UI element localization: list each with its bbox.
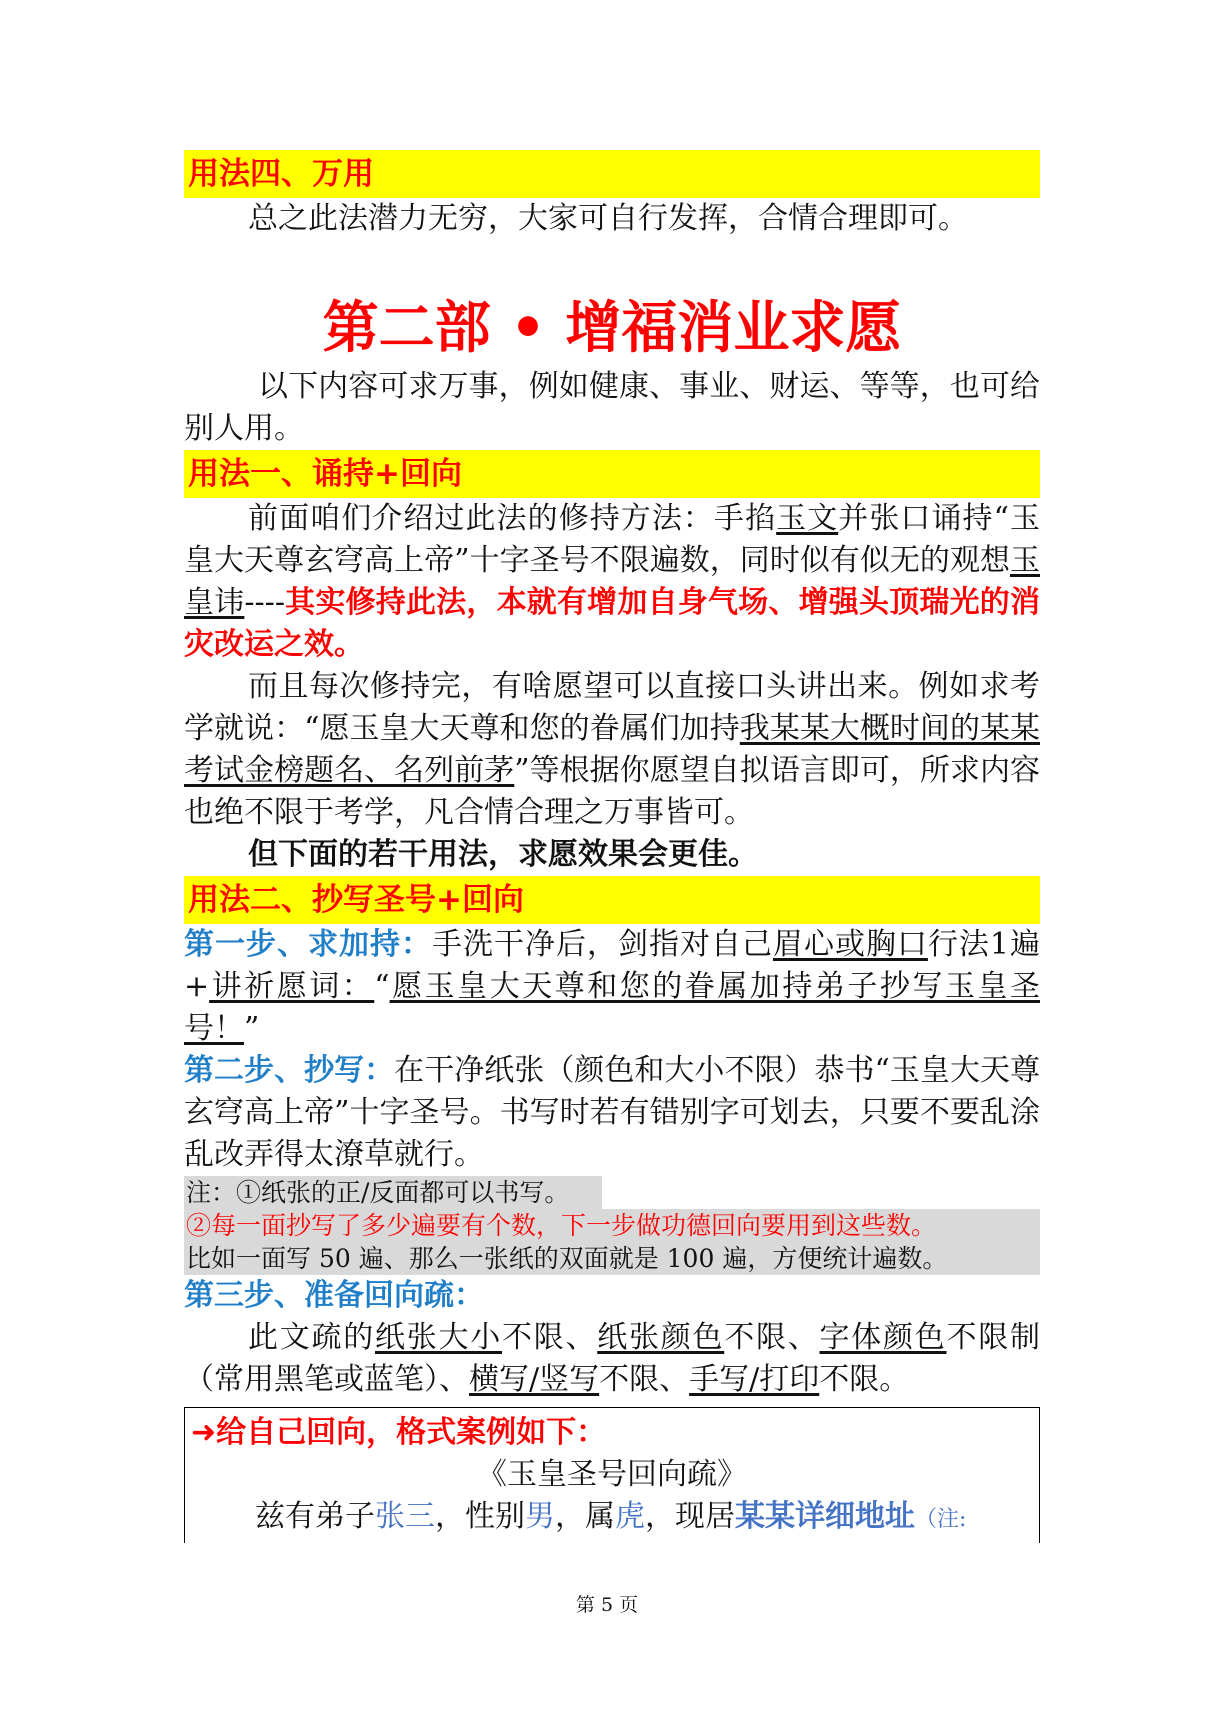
step1-label: 第一步、求加持： [184,927,432,962]
text-run: 兹有弟子 [255,1499,375,1534]
text-run: 手洗干净后，剑指对自己 [431,927,773,962]
text-run: ---- [244,585,285,620]
example-gender: 男 [525,1499,555,1534]
method4-body: 总之此法潜力无穷，大家可自行发挥，合情合理即可。 [248,201,968,236]
example-line [191,1496,1033,1541]
text-run: ，现居 [645,1499,735,1534]
step1-paragraph [184,924,1040,1050]
underlined-term: 讲祈愿词： [209,969,375,1004]
step3-paragraph [184,1317,1040,1401]
text-run: 不限。 [819,1362,910,1397]
underlined-term: 眉心或胸口 [772,927,928,962]
section-heading-method4: 用法四、万用 [184,150,1040,198]
example-address: 某某详细地址 [735,1499,915,1534]
part2-title: 第二部 • 增福消业求愿 [322,296,902,361]
underlined-term: 手写/打印 [689,1362,820,1397]
underlined-term: 纸张颜色 [597,1320,725,1355]
method1-paragraph-1 [184,498,1040,666]
note-line-1: 注：①纸张的正/反面都可以书写。 [184,1176,602,1209]
text-run: 前面咱们介绍过此法的修持方法：手掐 [248,501,777,536]
example-doc-title: 《玉皇圣号回向疏》 [477,1457,747,1492]
example-note: （注: [915,1507,967,1532]
method1-paragraph-2 [184,666,1040,834]
part2-intro: 以下内容可求万事，例如健康、事业、财运、等等，也可给别人用。 [184,369,1040,446]
underlined-term: 横写/竖写 [469,1362,600,1397]
method1-paragraph-3: 但下面的若干用法，求愿效果会更佳。 [248,837,758,872]
text-run: ”等根据你愿望自拟语言即可，所求内容也绝不限于考学，凡合情合理之万事皆可。 [184,753,1041,830]
note-line-3: 比如一面写 50 遍、那么一张纸的双面就是 100 遍，方便统计遍数。 [184,1242,1040,1275]
text-run: 行法1遍+ [184,927,1041,1004]
text-run: 此文疏的 [248,1320,375,1355]
example-heading: ➜给自己回向，格式案例如下： [191,1415,607,1450]
text-run: 不限、 [502,1320,598,1355]
example-name: 张三 [375,1499,435,1534]
step3-label-line [184,1275,1040,1317]
step3-label: 第三步、准备回向疏： [184,1278,484,1313]
text-run: 不限、 [599,1362,690,1397]
text-run: 并张口诵持“玉皇大天尊玄穹高上帝”十字圣号不限遍数，同时似有似无的观想 [184,501,1041,578]
red-emphasis: 其实修持此法，本就有增加自身气场、增强头顶瑞光的消灾改运之效。 [184,585,1041,662]
underlined-term: 纸张大小 [375,1320,502,1355]
example-zodiac: 虎 [615,1499,645,1534]
underlined-term: 字体颜色 [819,1320,947,1355]
step2-paragraph [184,1050,1040,1176]
text-run: 不限、 [724,1320,820,1355]
text-run: ，属 [555,1499,615,1534]
text-run: ，性别 [435,1499,525,1534]
underlined-term-yuhuanghui: 玉皇讳 [184,543,1040,620]
page-content [184,150,1040,1543]
text-run: 而且每次修持完，有啥愿望可以直接口头讲出来。例如求考学就说：“愿玉皇大天尊和您的眷属们加持 [184,669,1040,746]
section-heading-method1: 用法一、诵持+回向 [184,450,1040,498]
text-run: 在干净纸张（颜色和大小不限）恭书“玉皇大天尊玄穹高上帝”十字圣号。书写时若有错别字可划去，只要不要乱涂乱改弄得太潦草就行。 [184,1053,1041,1172]
underlined-prayer: 愿玉皇大天尊和您的眷属加持弟子抄写玉皇圣号！ [184,969,1041,1046]
section-heading-method2: 用法二、抄写圣号+回向 [184,876,1040,924]
text-run: ” [244,1011,260,1046]
step2-label: 第二步、抄写： [184,1053,395,1088]
underlined-term-yuwen: 玉文 [776,501,839,536]
example-box [184,1407,1040,1543]
text-run: 不限制（常用黑笔或蓝笔）、 [184,1320,1040,1397]
underlined-wish-example: 我某某大概时间的某某考试金榜题名、名列前茅 [184,711,1041,788]
note-line-2: ②每一面抄写了多少遍要有个数，下一步做功德回向要用到这些数。 [184,1209,1040,1242]
page-footer: 第 5 页 [575,1594,639,1616]
text-run: “ [374,969,390,1004]
